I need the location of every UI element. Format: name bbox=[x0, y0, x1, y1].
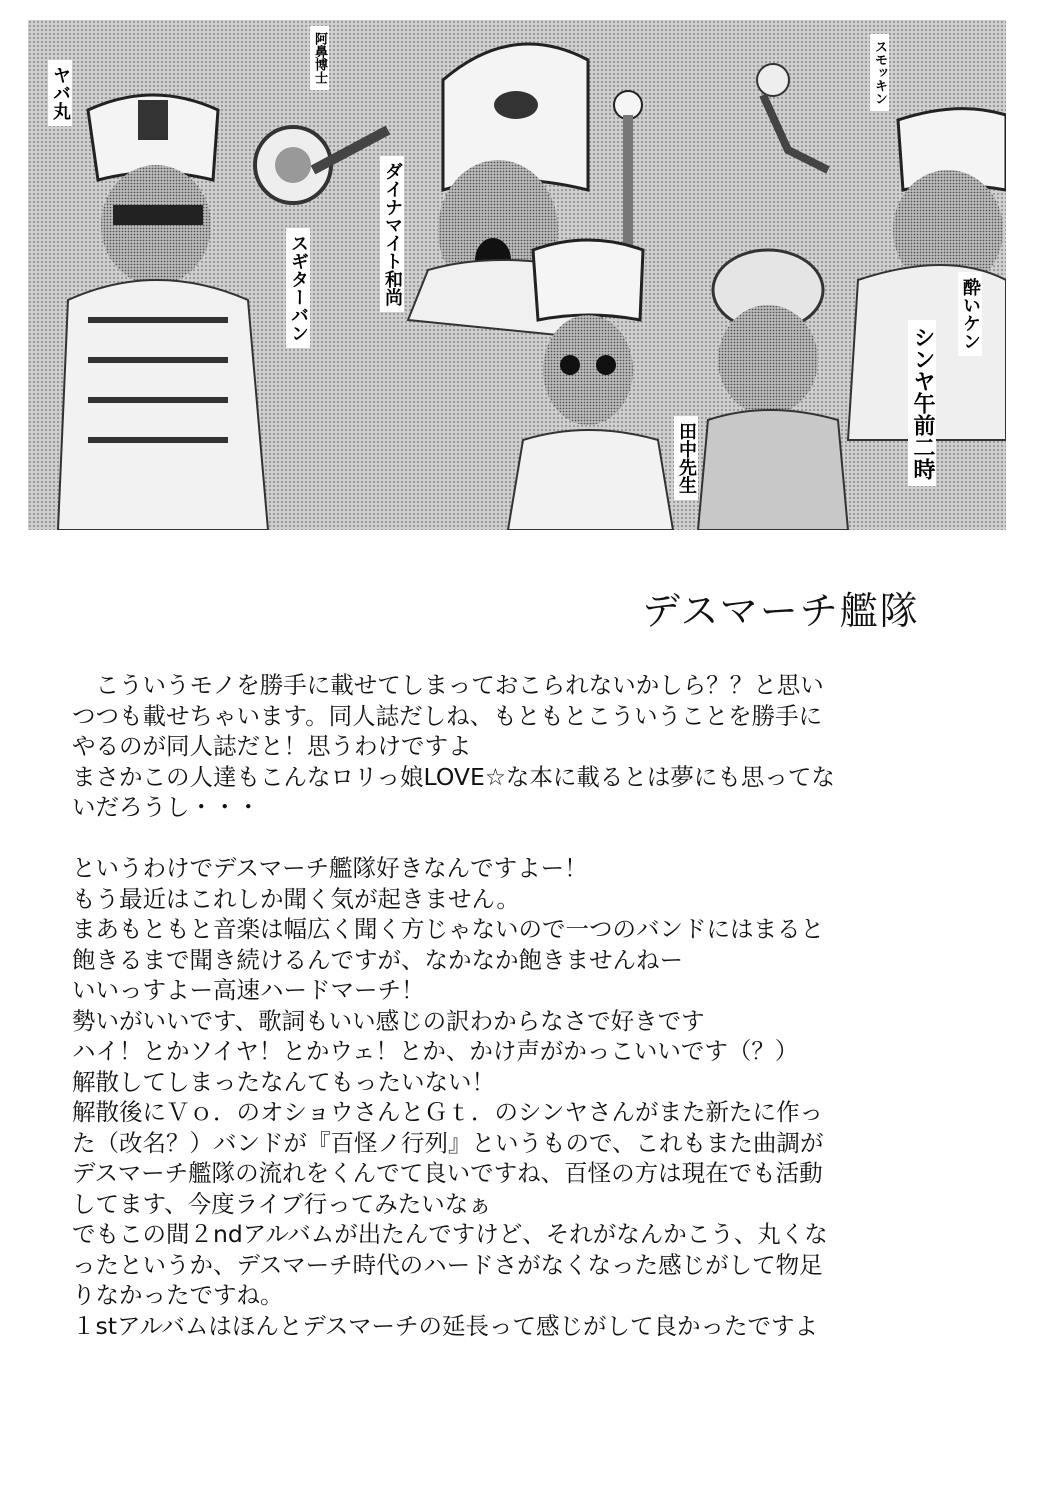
text-line: デスマーチ艦隊の流れをくんでて良いですね、百怪の方は現在でも活動 bbox=[72, 1159, 823, 1187]
text-line: というわけでデスマーチ艦隊好きなんですよー！ bbox=[72, 854, 588, 882]
band-photo-illustration bbox=[28, 20, 1006, 530]
label-smokin: スモッキン bbox=[870, 34, 889, 111]
label-yoiken: 酔いケン bbox=[958, 272, 982, 356]
text-line: でもこの間２ndアルバムが出たんですけど、それがなんかこう、丸くな bbox=[72, 1220, 828, 1248]
text-line: こういうモノを勝手に載せてしまっておこられないかしら？？と思い bbox=[72, 671, 824, 699]
text-line: してます、今度ライブ行ってみたいなぁ bbox=[72, 1189, 492, 1218]
text-line: やるのが同人誌だと！思うわけですよ bbox=[72, 732, 472, 760]
label-tanaka: 田中先生 bbox=[674, 416, 698, 500]
page-title: デスマーチ艦隊 bbox=[642, 589, 920, 633]
text-line: 解散してしまったなんてもったいない！ bbox=[72, 1067, 495, 1096]
text-line: 飽きるまで聞き続けるんですが、なかなか飽きませんねー bbox=[72, 945, 683, 974]
label-sugitarban: スギターバン bbox=[286, 228, 310, 348]
label-dynamite: ダイナマイト和尚 bbox=[380, 156, 404, 312]
label-ahi: 阿鼻博士 bbox=[310, 26, 329, 90]
text-line: まあもともと音楽は幅広く聞く方じゃないので一つのバンドにはまると bbox=[72, 915, 824, 943]
article-body bbox=[72, 670, 1002, 1341]
paragraph-intro bbox=[72, 670, 1002, 823]
label-shinya: シンヤ午前二時 bbox=[908, 320, 936, 486]
text-line: た（改名？）バンドが『百怪ノ行列』というもので、これもまた曲調が bbox=[72, 1128, 824, 1157]
text-line: 勢いがいいです、歌詞もいい感じの訳わからなさで好きです bbox=[72, 1006, 705, 1035]
paragraph-main bbox=[72, 853, 1002, 1341]
text-line: １stアルバムはほんとデスマーチの延長って感じがして良かったですよ bbox=[72, 1311, 818, 1340]
text-line: ったというか、デスマーチ時代のハードさがなくなった感じがして物足 bbox=[72, 1250, 823, 1279]
text-line: もう最近はこれしか聞く気が起きません。 bbox=[72, 884, 520, 913]
text-line: つつも載せちゃいます。同人誌だしね、もともとこういうことを勝手に bbox=[72, 701, 823, 730]
band-photo bbox=[28, 20, 1006, 530]
text-line: まさかこの人達もこんなロリっ娘LOVE☆な本に載るとは夢にも思ってな bbox=[72, 762, 835, 791]
text-line: りなかったですね。 bbox=[72, 1281, 284, 1309]
text-line: ハイ！とかソイヤ！とかウェ！とか、かけ声がかっこいいです（？） bbox=[72, 1037, 799, 1065]
label-yaba: ヤバ丸 bbox=[48, 60, 72, 126]
text-line: いいっすよー高速ハードマーチ！ bbox=[72, 976, 425, 1004]
text-line: いだろうし・・・ bbox=[72, 793, 260, 821]
text-line: 解散後にＶｏ．のオショウさんとＧｔ．のシンヤさんがまた新たに作っ bbox=[72, 1098, 823, 1126]
